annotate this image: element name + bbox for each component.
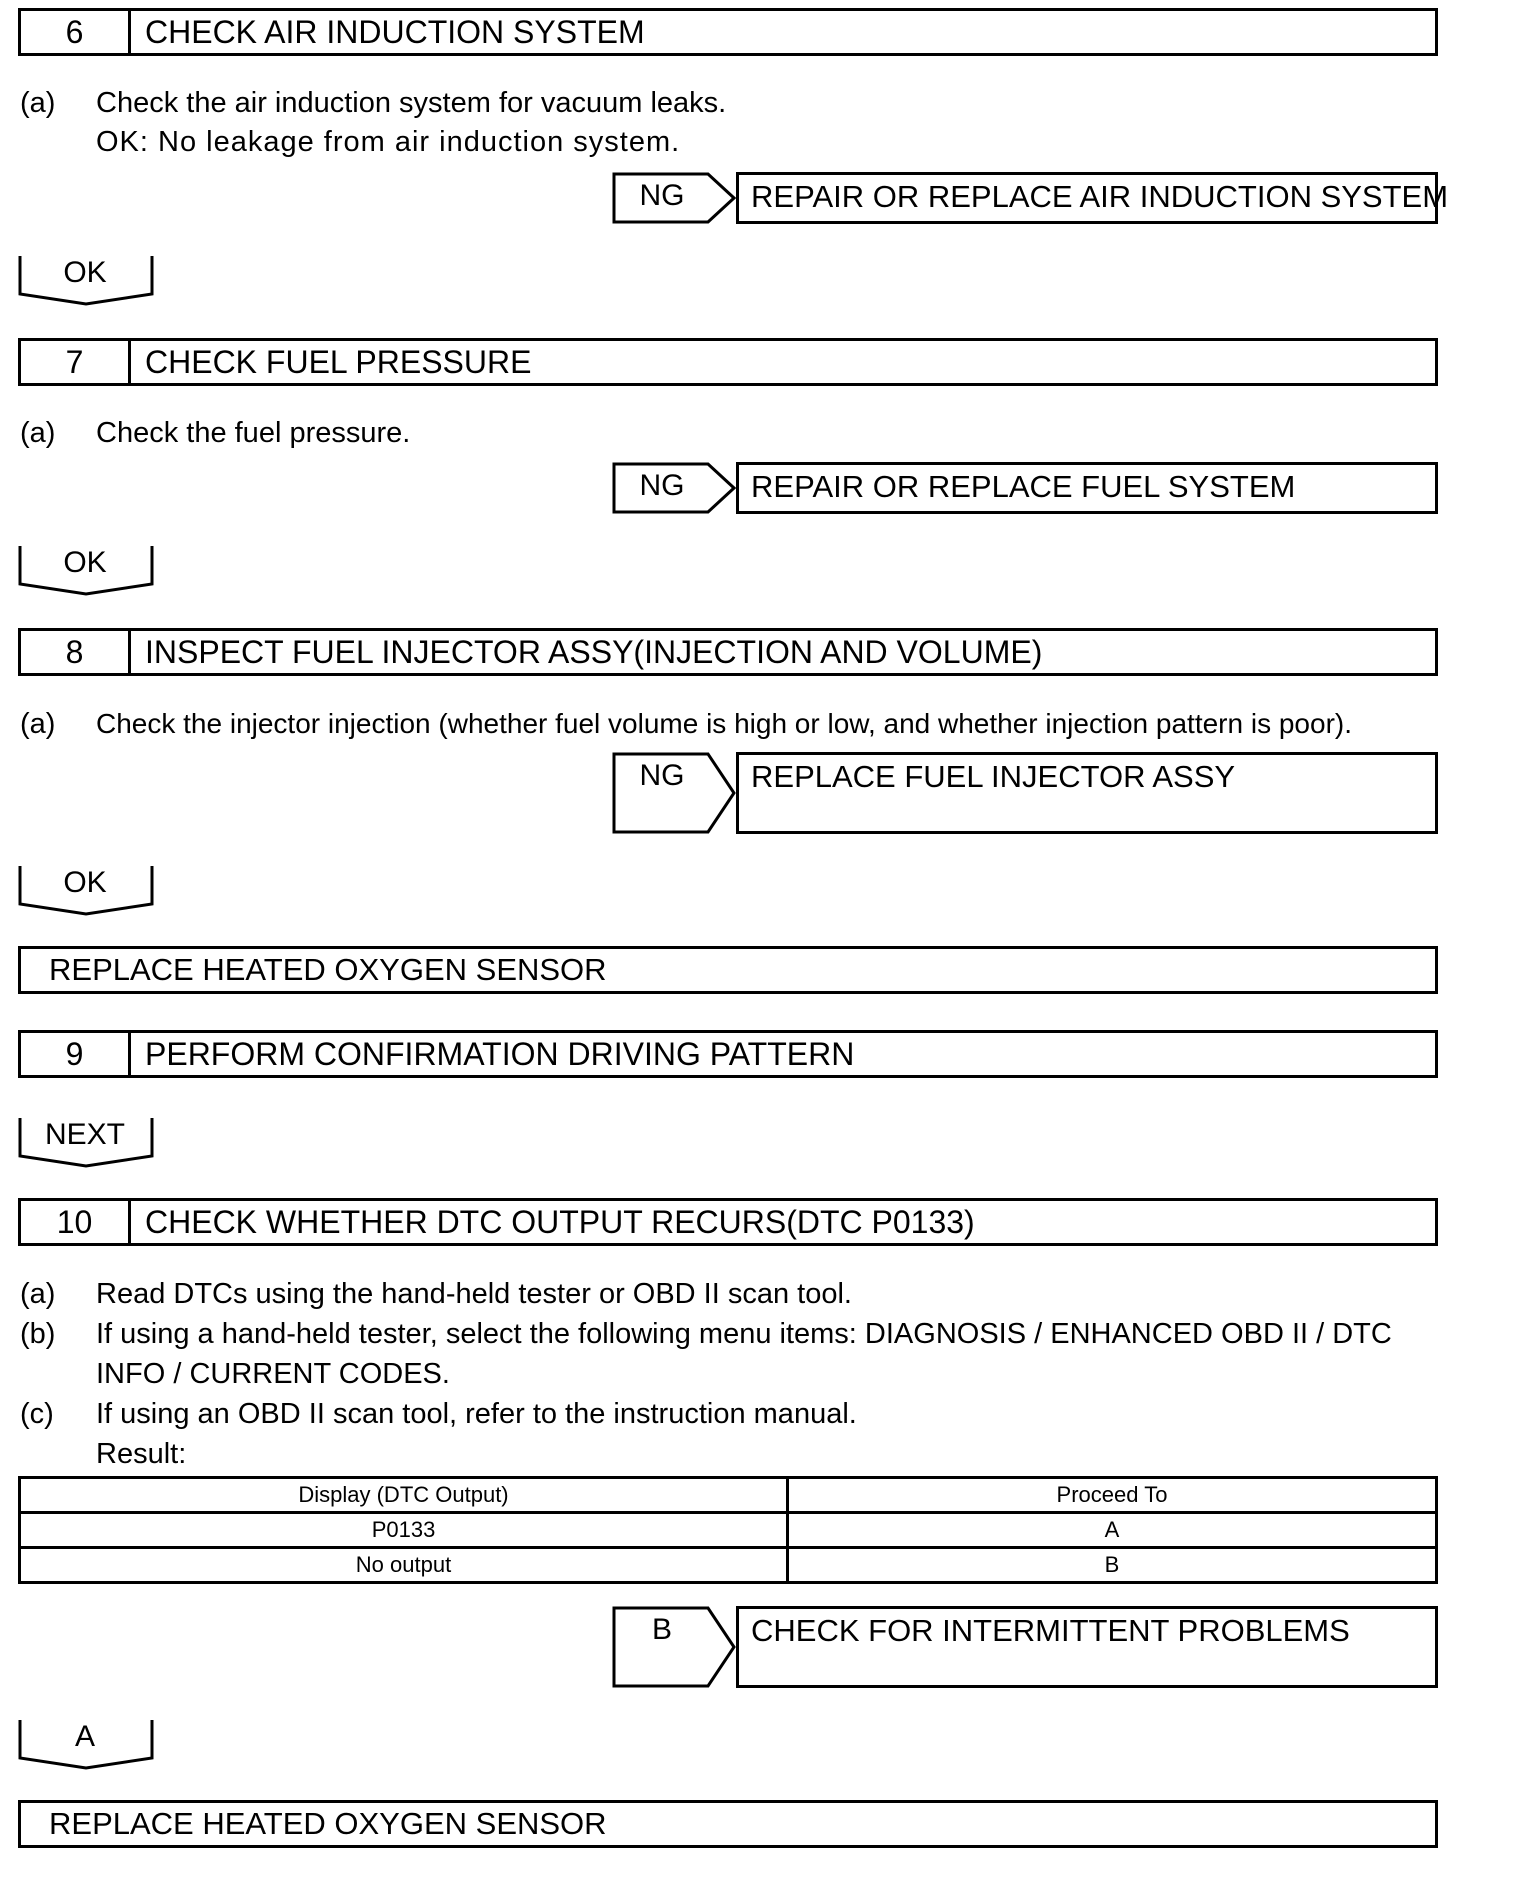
flow-label: NEXT [44,1118,125,1151]
step-number: 9 [21,1033,131,1075]
step-title: CHECK AIR INDUCTION SYSTEM [145,14,645,50]
b-result-box: CHECK FOR INTERMITTENT PROBLEMS [736,1606,1438,1688]
item-text: Check the air induction system for vacuum leaks. [96,87,727,119]
table-row [20,1548,1437,1583]
item-label: (c) [20,1398,54,1430]
item-label: (a) [20,87,56,119]
final-action-box: REPLACE HEATED OXYGEN SENSOR [18,946,1438,994]
table-cell: P0133 [20,1513,788,1548]
step-number: 7 [21,341,131,383]
final-action-box: REPLACE HEATED OXYGEN SENSOR [18,1800,1438,1848]
b-label: B [651,1613,672,1646]
item-text: If using a hand-held tester, select the following menu items: DIAGNOSIS / ENHANCED OBD II / DTC [96,1318,1392,1350]
flow-label: OK [63,256,107,289]
item-label: (b) [20,1318,56,1350]
item-text: Check the fuel pressure. [96,417,411,449]
table-row [20,1513,1437,1548]
flow-label: A [74,1720,95,1753]
table-header-row [20,1478,1437,1513]
step-8-header [18,628,1438,676]
item-text-continued: INFO / CURRENT CODES. [96,1358,450,1390]
ng-result-box: REPLACE FUEL INJECTOR ASSY [736,752,1438,834]
ng-label: NG [639,179,685,212]
a-flow-arrow [18,1718,154,1775]
table-cell: No output [20,1548,788,1583]
item-text: If using an OBD II scan tool, refer to the instruction manual. [96,1398,857,1430]
ng-result-box: REPAIR OR REPLACE FUEL SYSTEM [736,462,1438,514]
result-table [18,1476,1438,1584]
ok-criteria: OK: No leakage from air induction system. [96,126,681,158]
next-flow-arrow [18,1116,154,1173]
step-title: CHECK FUEL PRESSURE [145,344,532,380]
item-label: (a) [20,708,56,740]
step-number: 8 [21,631,131,673]
step-title: INSPECT FUEL INJECTOR ASSY(INJECTION AND VOLUME) [145,634,1043,670]
table-header-cell: Proceed To [788,1478,1437,1513]
step-6-header [18,8,1438,56]
ng-label: NG [639,469,685,502]
item-text: Read DTCs using the hand-held tester or OBD II scan tool. [96,1278,852,1310]
step-number: 10 [21,1201,131,1243]
flow-label: OK [63,866,107,899]
step-7-header [18,338,1438,386]
table-cell: B [788,1548,1437,1583]
step-title: CHECK WHETHER DTC OUTPUT RECURS(DTC P0133) [145,1204,975,1240]
item-text: Check the injector injection (whether fuel volume is high or low, and whether injection pattern is poor). [96,708,1352,739]
ok-flow-arrow [18,254,154,311]
table-header-cell: Display (DTC Output) [20,1478,788,1513]
ng-label: NG [639,759,685,792]
step-9-header [18,1030,1438,1078]
table-cell: A [788,1513,1437,1548]
flow-label: OK [63,546,107,579]
result-label: Result: [96,1438,187,1470]
step-10-header [18,1198,1438,1246]
step-number: 6 [21,11,131,53]
ok-flow-arrow [18,864,154,921]
ng-result-box: REPAIR OR REPLACE AIR INDUCTION SYSTEM [736,172,1438,224]
ok-flow-arrow [18,544,154,601]
step-title: PERFORM CONFIRMATION DRIVING PATTERN [145,1036,855,1072]
item-label: (a) [20,1278,56,1310]
item-label: (a) [20,417,56,449]
